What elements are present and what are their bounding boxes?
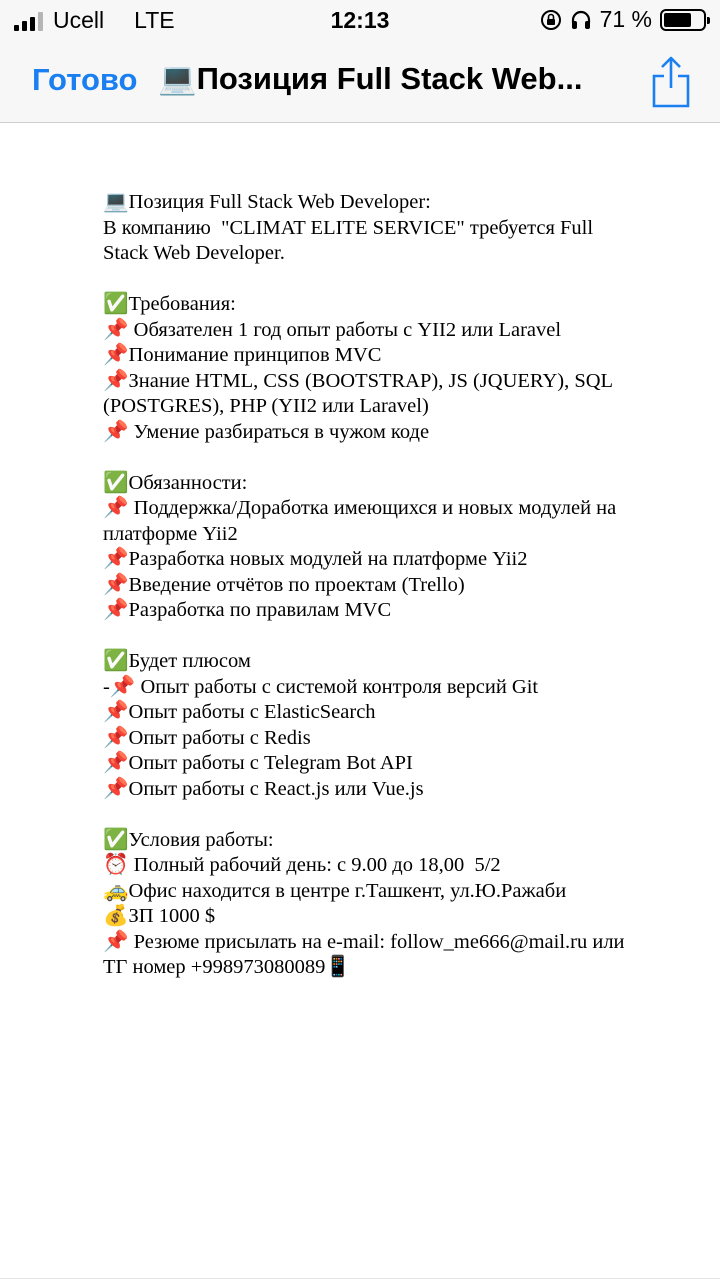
document-line: 📌 Резюме присылать на e-mail: follow_me666@mail.ru или (103, 930, 625, 953)
battery-percent: 71 % (599, 6, 652, 32)
document-line: ТГ номер +998973080089📱 (103, 956, 351, 978)
document-line: (POSTGRES), PHP (YII2 или Laravel) (103, 395, 429, 417)
document-line: 📌 Умение разбираться в чужом коде (103, 420, 430, 443)
share-icon[interactable] (650, 54, 692, 110)
document-line: ✅Обязанности: (103, 471, 248, 494)
document-line: 💻Позиция Full Stack Web Developer: (103, 191, 431, 213)
carrier-name: Ucell (53, 7, 105, 33)
document-line: 📌 Поддержка/Доработка имеющихся и новых модулей на (103, 497, 617, 519)
document-line: 📌Опыт работы с Telegram Bot API (103, 752, 413, 774)
document-line: ✅Требования: (103, 293, 236, 315)
document-line: 📌Разработка новых модулей на платформе Yii2 (103, 548, 528, 570)
document-line: 📌Введение отчётов по проектам (Trello) (103, 573, 465, 596)
blank-line (103, 802, 673, 828)
status-bar (0, 0, 720, 40)
document-line: платформе Yii2 (103, 522, 238, 545)
document-line: 💰ЗП 1000 $ (103, 905, 216, 927)
document-line: Stack Web Developer. (103, 242, 285, 264)
document-line: ⏰ Полный рабочий день: с 9.00 до 18,00 5/2 (103, 854, 501, 876)
battery-icon (660, 9, 706, 31)
blank-line (103, 445, 673, 471)
blank-line (103, 267, 673, 293)
page-title: 💻Позиция Full Stack Web... (158, 61, 583, 96)
document-line: 📌Опыт работы с React.js или Vue.js (103, 777, 424, 800)
navigation-bar (0, 40, 720, 123)
blank-line (103, 624, 673, 650)
document-body (103, 190, 673, 981)
document-line: 📌Разработка по правилам MVC (103, 599, 392, 621)
network-type: LTE (134, 7, 175, 33)
document-line: 📌Опыт работы с Redis (103, 726, 311, 749)
divider (0, 1278, 720, 1279)
document-line: 🚕Офис находится в центре г.Ташкент, ул.Ю.Ражаби (103, 879, 567, 902)
headphones-icon (570, 9, 592, 31)
done-button[interactable]: Готово (32, 62, 138, 97)
document-line: -📌 Опыт работы с системой контроля версий Git (103, 675, 539, 698)
status-time: 12:13 (330, 7, 390, 33)
document-line: 📌Опыт работы с ElasticSearch (103, 701, 376, 723)
document-line: 📌Понимание принципов MVC (103, 344, 382, 366)
document-line: 📌Знание HTML, CSS (BOOTSTRAP), JS (JQUERY), SQL (103, 369, 614, 392)
document-line: В компанию "CLIMAT ELITE SERVICE" требуется Full (103, 216, 594, 239)
status-right (540, 6, 706, 33)
document-line: 📌 Обязателен 1 год опыт работы с YII2 или Laravel (103, 318, 562, 341)
document-line: ✅Условия работы: (103, 828, 274, 851)
orientation-lock-icon (540, 9, 562, 31)
document-line: ✅Будет плюсом (103, 650, 251, 672)
